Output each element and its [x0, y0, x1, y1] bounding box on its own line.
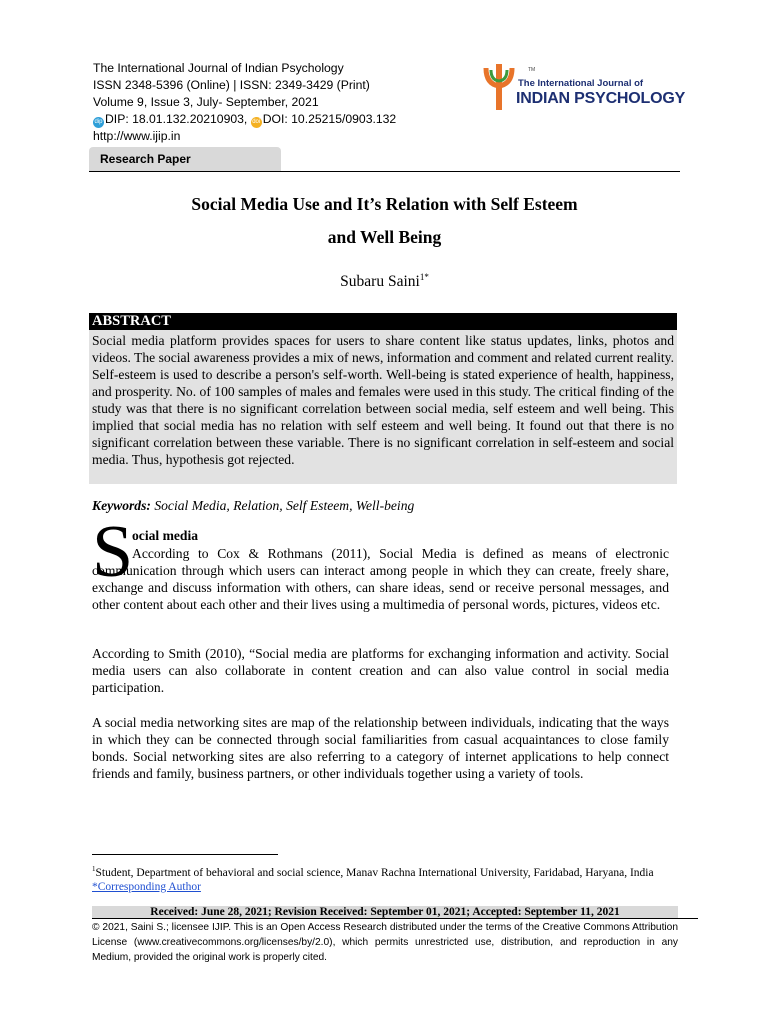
keywords-label: Keywords: [92, 498, 151, 513]
dropcap: S [92, 511, 134, 593]
dip-icon: dip [93, 117, 104, 128]
body-paragraph-3: A social media networking sites are map of the relationship between individuals, indicating that the ways in which they can be connected through social familiarities from casual acquaintances to close family bonds. Social networking sites are also referring to a category of internet applications to help connect friends and family, business partners, or other individuals together using a variety of tools. [92, 715, 669, 781]
keywords [92, 498, 414, 514]
issn-line: ISSN 2348-5396 (Online) | ISSN: 2349-3429 (Print) [93, 78, 370, 92]
footnote-rule [92, 854, 278, 855]
logo-tm: TM [528, 67, 536, 73]
journal-logo [482, 62, 686, 112]
journal-info [93, 60, 396, 145]
author-name: Subaru Saini [340, 273, 420, 291]
doi-icon: doi [251, 117, 262, 128]
abstract-text: Social media platform provides spaces for users to share content like status updates, links, photos and videos. The social awareness provides a mix of news, information and comment and related current reality. Self-esteem is used to describe a person's self-worth. Well-being is stated experience of health, happiness, and prosperity. No. of 100 samples of males and females were used in this study. The critical finding of the study was that there is no significant correlation between social media, self esteem and well being. This implied that social media has no relation with self esteem and well being. It found out that there is no significant correlation between these variable. There is no significant correlation in self-esteem and social media. Thus, hypothesis got rejected. [89, 330, 677, 484]
section-tab-label: Research Paper [100, 152, 191, 166]
paper-title-line1: Social Media Use and It’s Relation with Self Esteem [191, 194, 578, 214]
paper-title-line2: and Well Being [327, 227, 442, 247]
license-text: © 2021, Saini S.; licensee IJIP. This is an Open Access Research distributed under the terms of the Creative Commons Attribution License (www.creativecommons.org/licenses/by/2.0), which permits unrestricted use, distribution, and reproduction in any Medium, provided the original work is properly cited. [92, 922, 678, 963]
received-dates: Received: June 28, 2021; Revision Received: September 01, 2021; Accepted: September 11, 2021 [92, 906, 678, 918]
dip-label[interactable]: DIP: 18.01.132.20210903, [105, 112, 248, 126]
body-paragraph-1: According to Cox & Rothmans (2011), Social Media is defined as means of electronic communication through which users can interact among people in which they can create, freely share, exchange and discuss information with others, can share ideas, send or receive personal messages, and other content about each other and their lives using a multimedia of personal words, pictures, videos etc. [92, 546, 669, 612]
corresponding-author-link[interactable]: *Corresponding Author [92, 880, 201, 893]
footnote-text: Student, Department of behavioral and social science, Manav Rachna International University, Faridabad, Haryana, India [95, 866, 654, 879]
footnote [92, 862, 669, 894]
footnote-affiliation [92, 862, 669, 880]
section-heading: ocial media [132, 528, 199, 543]
journal-url[interactable]: http://www.ijip.in [93, 129, 181, 143]
volume-line: Volume 9, Issue 3, July- September, 2021 [93, 95, 319, 109]
psi-logo-icon [482, 64, 516, 112]
logo-subtitle: The International Journal of [518, 78, 644, 89]
dip-doi-line [93, 111, 396, 128]
author [89, 272, 680, 291]
journal-name: The International Journal of Indian Psychology [93, 61, 344, 75]
abstract-heading: ABSTRACT [89, 313, 677, 330]
footnote-mark: 1 [92, 865, 96, 873]
section-tab [89, 147, 281, 171]
logo-title: INDIAN PSYCHOLOGY [516, 90, 686, 107]
doi-label[interactable]: DOI: 10.25215/0903.132 [262, 112, 397, 126]
header-divider [89, 171, 680, 172]
received-divider [92, 918, 698, 919]
keywords-text: Social Media, Relation, Self Esteem, Well-being [154, 498, 415, 513]
author-mark: 1* [419, 272, 429, 282]
body-paragraph-2: According to Smith (2010), “Social media are platforms for exchanging information and activity. Social media users can also collaborate in content creation and can also value control in social media participation. [92, 646, 669, 695]
